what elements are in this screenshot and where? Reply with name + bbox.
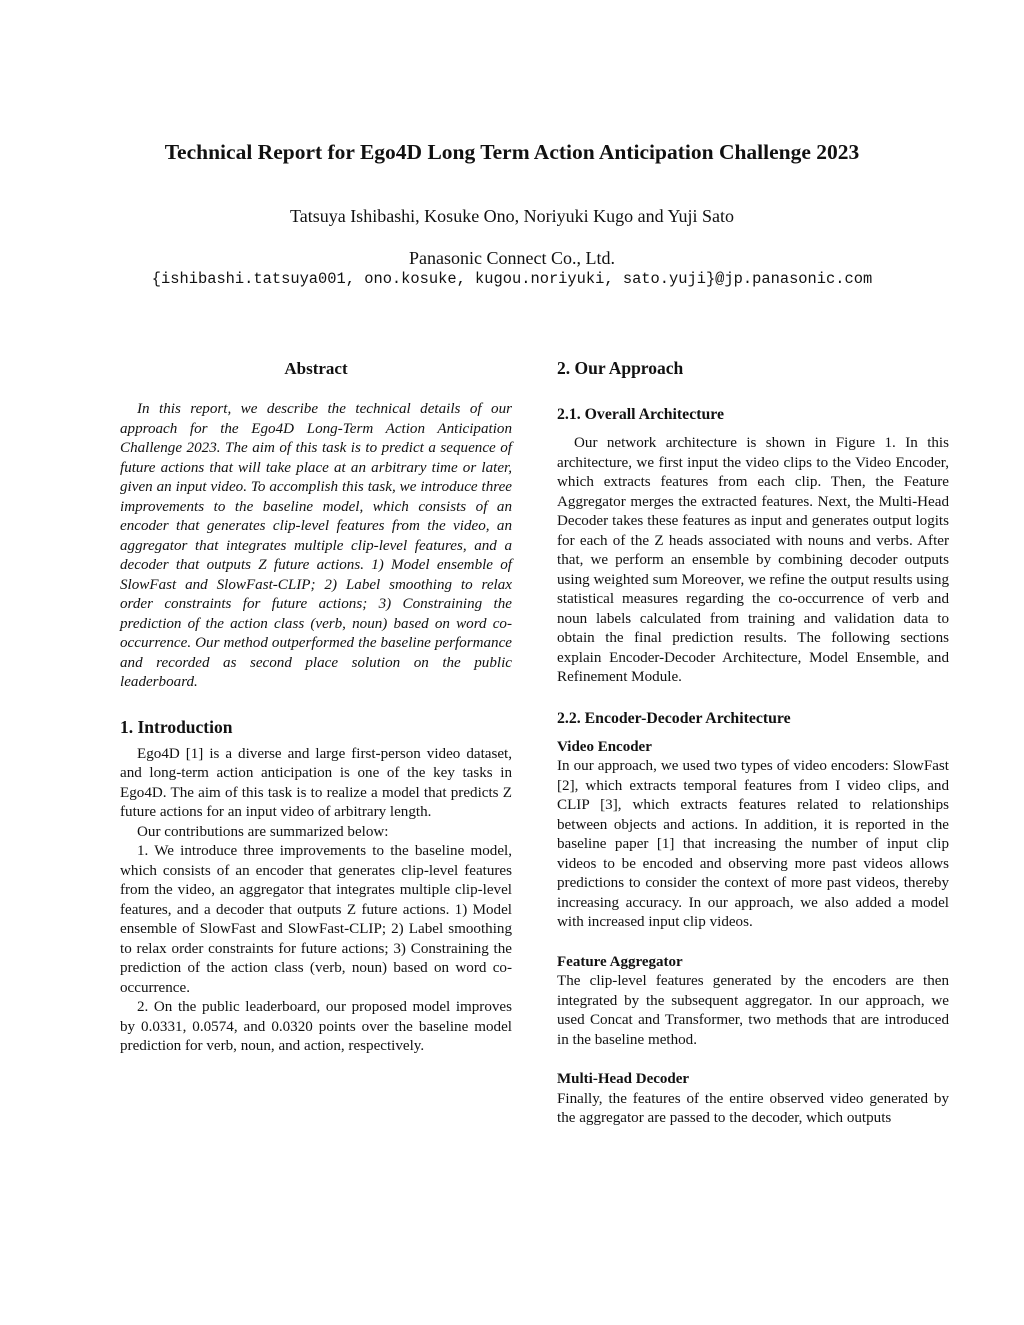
intro-paragraph-4: 2. On the public leaderboard, our proposed model improves by 0.0331, 0.0574, and 0.0320 points over the baseline model prediction for verb, noun, and action, respectively. bbox=[120, 999, 512, 1054]
abstract-heading: Abstract bbox=[284, 359, 348, 378]
video-encoder-heading: Video Encoder bbox=[557, 738, 652, 755]
video-encoder-text: In our approach, we used two types of video encoders: SlowFast [2], which extracts temporal features from I video clips, and CLIP [3], which extracts features related to relationships between objects and actions. In addition, it is reported in the baseline paper [1] that increasing the number of input clip videos to be encoded and observing more past videos allows predictions to consider the context of more past videos, thereby increasing accuracy. In our approach, we also added a model with increased input clip videos. bbox=[557, 758, 949, 930]
overall-architecture-heading: 2.1. Overall Architecture bbox=[557, 406, 724, 423]
affiliation: Panasonic Connect Co., Ltd. bbox=[409, 248, 615, 268]
author-list: Tatsuya Ishibashi, Kosuke Ono, Noriyuki Kugo and Yuji Sato bbox=[289, 206, 735, 226]
left-column bbox=[120, 356, 512, 1057]
intro-paragraph-2: Our contributions are summarized below: bbox=[137, 823, 389, 840]
multi-head-decoder-text: Finally, the features of the entire observed video generated by the aggregator are passed to the decoder, which outputs bbox=[557, 1090, 949, 1126]
intro-paragraph-1: Ego4D [1] is a diverse and large first-person video dataset, and long-term action anticipation is one of the key tasks in Ego4D. The aim of this task is to realize a model that predicts Z future actions for an input video of arbitrary length. bbox=[120, 745, 512, 820]
introduction-heading: 1. Introduction bbox=[120, 716, 233, 737]
overall-architecture-text: Our network architecture is shown in Figure 1. In this architecture, we first input the video clips to the Video Encoder, which extracts features from each clip. Then, the Feature Aggregator merges the extracted features. Next, the Multi-Head Decoder takes these features as input and generates output logits for each of the Z heads associated with nouns and verbs. After that, we perform an ensemble by combining decoder outputs using weighted sum Moreover, we refine the output results using statistical measures regarding the co-occurrence of verb and noun labels calculated from training and validation data to obtain the final prediction results. The following sections explain Encoder-Decoder Architecture, Model Ensemble, and Refinement Module. bbox=[557, 435, 949, 685]
right-column bbox=[557, 356, 949, 1129]
encoder-decoder-heading: 2.2. Encoder-Decoder Architecture bbox=[557, 709, 791, 727]
approach-heading: 2. Our Approach bbox=[557, 358, 684, 378]
feature-aggregator-text: The clip-level features generated by the encoders are then integrated by the subsequent aggregator. In our approach, we used Concat and Transformer, two methods that are introduced in the baseline method. bbox=[557, 973, 949, 1048]
author-emails: {ishibashi.tatsuya001, ono.kosuke, kugou.noriyuki, sato.yuji}@jp.panasonic.com bbox=[151, 270, 873, 288]
intro-paragraph-3: 1. We introduce three improvements to the baseline model, which consists of an encoder that generates clip-level features from the video, an aggregator that integrates multiple clip-level features, and a decoder that outputs Z future actions. 1) Model ensemble of SlowFast and SlowFast-CLIP; 2) Label smoothing to relax order constraints for future actions; 3) Constraining the prediction of the action class (verb, noun) based on word co-occurrence. bbox=[120, 843, 512, 996]
feature-aggregator-heading: Feature Aggregator bbox=[557, 953, 683, 970]
abstract-text: In this report, we describe the technical details of our approach for the Ego4D Long-Term Action Anticipation Challenge 2023. The aim of this task is to predict a sequence of future actions that will take place at an arbitrary time or later, given an input video. To accomplish this task, we introduce three improvements to the baseline model, which consists of an encoder that generates clip-level features from the video, an aggregator that integrates multiple clip-level features, and a decoder that outputs Z future actions. 1) Model ensemble of SlowFast and SlowFast-CLIP; 2) Label smoothing to relax order constraints for future actions; 3) Constraining the prediction of the action class (verb, noun) based on word co-occurrence. Our method outperformed the baseline performance and recorded as second place solution on the public leaderboard. bbox=[120, 401, 512, 690]
paper-title: Technical Report for Ego4D Long Term Action Anticipation Challenge 2023 bbox=[164, 140, 860, 164]
multi-head-decoder-heading: Multi-Head Decoder bbox=[557, 1071, 690, 1087]
